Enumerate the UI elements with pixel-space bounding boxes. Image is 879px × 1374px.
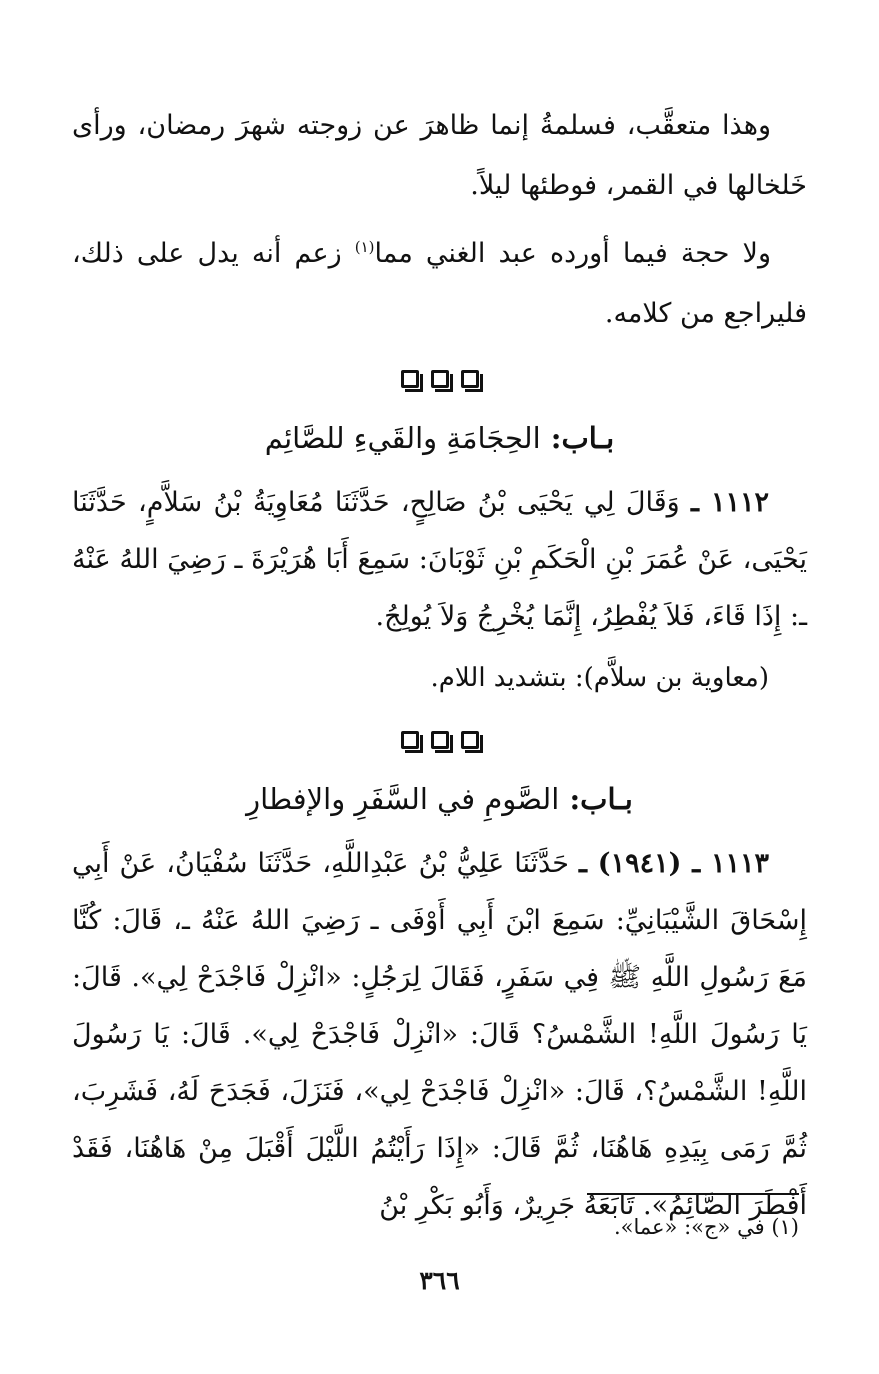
ornament-square-icon <box>461 370 479 388</box>
page-body <box>72 96 807 1234</box>
chapter-heading-fasting-travel <box>72 771 807 827</box>
footnote-reference[interactable]: (١) <box>354 238 375 256</box>
hadith-1112 <box>72 474 807 645</box>
chapter-heading-cupping <box>72 410 807 466</box>
explanatory-note: (معاوية بن سلاَّم): بتشديد اللام. <box>430 663 769 693</box>
chapter-label: بـاب: <box>550 421 615 455</box>
intro-paragraph-2-text: ولا حجة فيما أورده عبد الغني مما <box>374 238 771 269</box>
page-number: ٣٦٦ <box>419 1266 460 1295</box>
hadith-number: ١١١٢ ـ <box>690 487 769 518</box>
footnote-text: في «ج»: «عما». <box>613 1215 765 1239</box>
ornament-square-icon <box>431 731 449 749</box>
intro-paragraph-2-text-end: زعم أنه يدل على ذلك، فليراجع من كلامه. <box>72 238 807 329</box>
chapter-title: الحِجَامَةِ والقَيءِ للصَّائِم <box>264 421 541 455</box>
hadith-1113 <box>72 835 807 1234</box>
ornament-square-icon <box>401 370 419 388</box>
intro-paragraph-1: وهذا متعقَّب، فسلمةُ إنما ظاهرَ عن زوجته شهرَ رمضان، ورأى خَلخالها في القمر، فوطئها ليلاً. <box>72 110 807 201</box>
ornament-square-icon <box>401 731 419 749</box>
hadith-number: ١١١٣ ـ (١٩٤١) ـ <box>579 848 769 879</box>
section-divider-ornament <box>72 731 807 749</box>
footnote-separator <box>587 1193 799 1195</box>
ornament-square-icon <box>431 370 449 388</box>
ornament-square-icon <box>461 731 479 749</box>
section-divider-ornament <box>72 370 807 388</box>
footnote-marker: (١) <box>771 1215 799 1239</box>
hadith-text: حَدَّثَنَا عَلِيُّ بْنُ عَبْدِاللَّهِ، حَدَّثَنَا سُفْيَانُ، عَنْ أَبِي إِسْحَاقَ الشَّيْبَانِيِّ: سَمِعَ ابْنَ أَبِي أَوْفَى ـ رَضِيَ اللهُ عَنْهُ ـ، قَالَ: كُنَّا مَعَ رَسُولِ اللَّهِ ﷺ فِي سَفَرٍ، فَقَالَ لِرَجُلٍ: «انْزِلْ فَاجْدَحْ لِي». قَالَ: يَا رَسُولَ اللَّهِ! الشَّمْسُ؟ قَالَ: «انْزِلْ فَاجْدَحْ لِي». قَالَ: يَا رَسُولَ اللَّهِ! الشَّمْسُ؟، قَالَ: «انْزِلْ فَاجْدَحْ لِي»، فَنَزَلَ، فَجَدَحَ لَهُ، فَشَرِبَ، ثُمَّ رَمَى بِيَدِهِ هَاهُنَا، ثُمَّ قَالَ: «إِذَا رَأَيْتُمُ اللَّيْلَ أَقْبَلَ مِنْ هَاهُنَا، فَقَدْ أَفْطَرَ الصَّائِمُ». تَابَعَهُ جَرِيرٌ، وَأَبُو بَكْرِ بْنُ <box>72 848 807 1221</box>
hadith-text: وَقَالَ لِي يَحْيَى بْنُ صَالِحٍ، حَدَّثَنَا مُعَاوِيَةُ بْنُ سَلاَّمٍ، حَدَّثَنَا يَحْيَى، عَنْ عُمَرَ بْنِ الْحَكَمِ بْنِ ثَوْبَانَ: سَمِعَ أَبَا هُرَيْرَةَ ـ رَضِيَ اللهُ عَنْهُ ـ: إِذَا قَاءَ، فَلاَ يُفْطِرُ، إِنَّمَا يُخْرِجُ وَلاَ يُولِجُ. <box>72 487 807 632</box>
chapter-label: بـاب: <box>569 782 633 816</box>
chapter-title: الصَّومِ في السَّفَرِ والإفطارِ <box>246 782 560 816</box>
intro-paragraph-2 <box>72 224 807 344</box>
footnote <box>614 1210 799 1244</box>
